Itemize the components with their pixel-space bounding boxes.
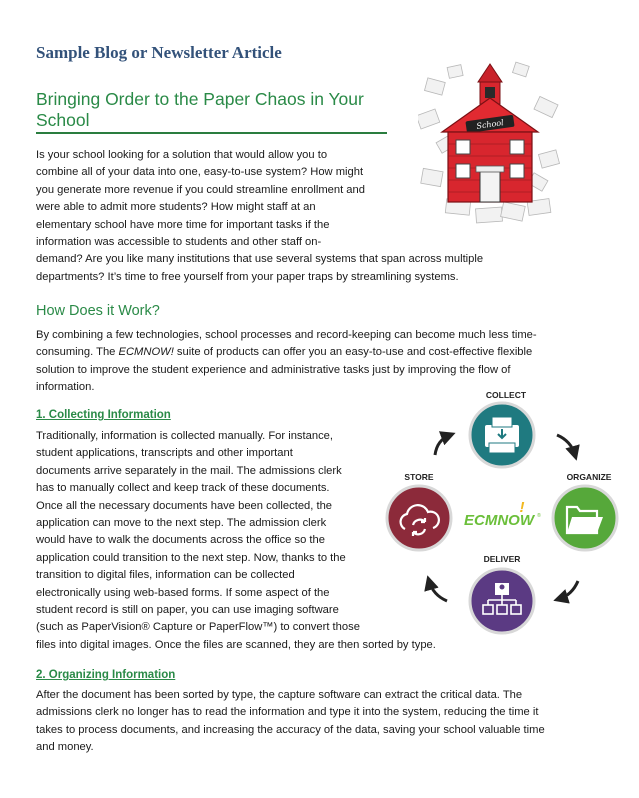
collect-stage: [470, 403, 534, 467]
text-line: [36, 362, 537, 379]
arrow-collect-to-organize: [557, 435, 575, 455]
organize-stage: [553, 486, 617, 550]
text-line: you generate more revenue if you could streamline enrollment and: [36, 183, 365, 196]
text-line: elementary school have more time for important tasks if the: [36, 218, 330, 231]
text-run: consuming. The: [36, 346, 119, 359]
text-line: application can move to the next step. The admission clerk: [36, 517, 327, 530]
stage-label-deliver: DELIVER: [483, 554, 521, 564]
product-name: ECMNOW!: [118, 346, 174, 359]
text-line: Is your school looking for a solution that would allow you to: [36, 149, 328, 161]
text-line: Once all the necessary documents have been collected, the: [36, 499, 333, 512]
text-line: student record is still on paper, you can use imaging software: [36, 604, 339, 617]
page-kicker: Sample Blog or Newsletter Article: [36, 43, 282, 62]
text-line: admissions clerk no longer has to read the information and type it into the system, reducing the time it: [36, 706, 539, 719]
text-line: After the document has been sorted by type, the capture software can extract the critical data. The: [36, 689, 523, 701]
title-underline: [36, 132, 387, 134]
store-circle: [387, 486, 451, 550]
text-line: student applications, transcripts and other important: [36, 447, 293, 460]
text-line: (such as PaperVision® Capture or PaperFlow™) to convert those: [36, 621, 360, 634]
arrow-organize-to-deliver: [559, 581, 578, 599]
text-run: solution to improve the student experience and administrative tasks just by improving the flow of: [36, 363, 511, 376]
article-title-line: Bringing Order to the Paper Chaos in Your: [36, 89, 364, 109]
intro-paragraph: [36, 147, 483, 286]
text-line: transition to digital files, information can be collected: [36, 569, 295, 582]
text-line: combine all of your data into one, easy-to-use system? How might: [36, 166, 364, 179]
text-line: electronically using web-based forms. If some aspect of the: [36, 586, 330, 599]
ecmnow-logo-trademark: ®: [537, 513, 541, 519]
ecmnow-logo-mark: !: [519, 499, 525, 516]
stage-label-collect: COLLECT: [485, 390, 527, 400]
deliver-stage: [470, 569, 534, 633]
section2-heading: 2. Organizing Information: [36, 669, 176, 681]
text-line: were able to admit more students? How might staff at an: [36, 201, 316, 214]
text-run: information.: [36, 381, 95, 394]
text-line: documents arrive separately in the mail. The admissions clerk: [36, 464, 342, 477]
how-heading: How Does it Work?: [36, 303, 160, 319]
text-line: and money.: [36, 741, 94, 754]
stage-label-store: STORE: [404, 472, 434, 482]
section2-paragraph: [36, 687, 545, 757]
school-sign-text: School: [475, 118, 505, 131]
ecmnow-logo-text: ECMNOW: [464, 512, 534, 529]
text-run: By combining a few technologies, school processes and record-keeping can become much less time-: [36, 329, 537, 341]
stage-label-organize: ORGANIZE: [566, 472, 612, 482]
text-line: files into digital images. Once the files are scanned, they are then sorted by type.: [36, 638, 436, 651]
article-title-line: School: [36, 110, 90, 130]
text-line: departments? It’s time to free yourself from your paper traps by streamlining systems.: [36, 270, 459, 283]
arrow-store-to-collect: [435, 435, 450, 455]
text-line: application could transition to the next step. Now, thanks to the: [36, 551, 346, 564]
article-title: [36, 89, 388, 131]
arrow-deliver-to-store: [429, 581, 447, 601]
section1-heading: 1. Collecting Information: [36, 409, 171, 421]
text-line: [36, 327, 537, 344]
text-line: Traditionally, information is collected manually. For instance,: [36, 430, 334, 442]
text-line: takes to process documents, and increasing the accuracy of the data, saving your school valuable time: [36, 723, 545, 736]
text-line: demand? Are you like many institutions that use several systems that span across multiple: [36, 253, 484, 266]
text-line: [36, 344, 537, 361]
text-line: would have to walk the documents across the office so the: [36, 534, 325, 547]
text-line: information was accessible to students and other staff on-: [36, 236, 322, 249]
ecmnow-cycle-diagram: [375, 385, 639, 655]
text-run: suite of products can offer you an easy-to-use and cost-effective flexible: [173, 346, 533, 359]
store-stage: [387, 486, 451, 550]
ecmnow-logo: [464, 499, 541, 529]
text-line: has to manually collect and keep track of these documents.: [36, 482, 330, 495]
